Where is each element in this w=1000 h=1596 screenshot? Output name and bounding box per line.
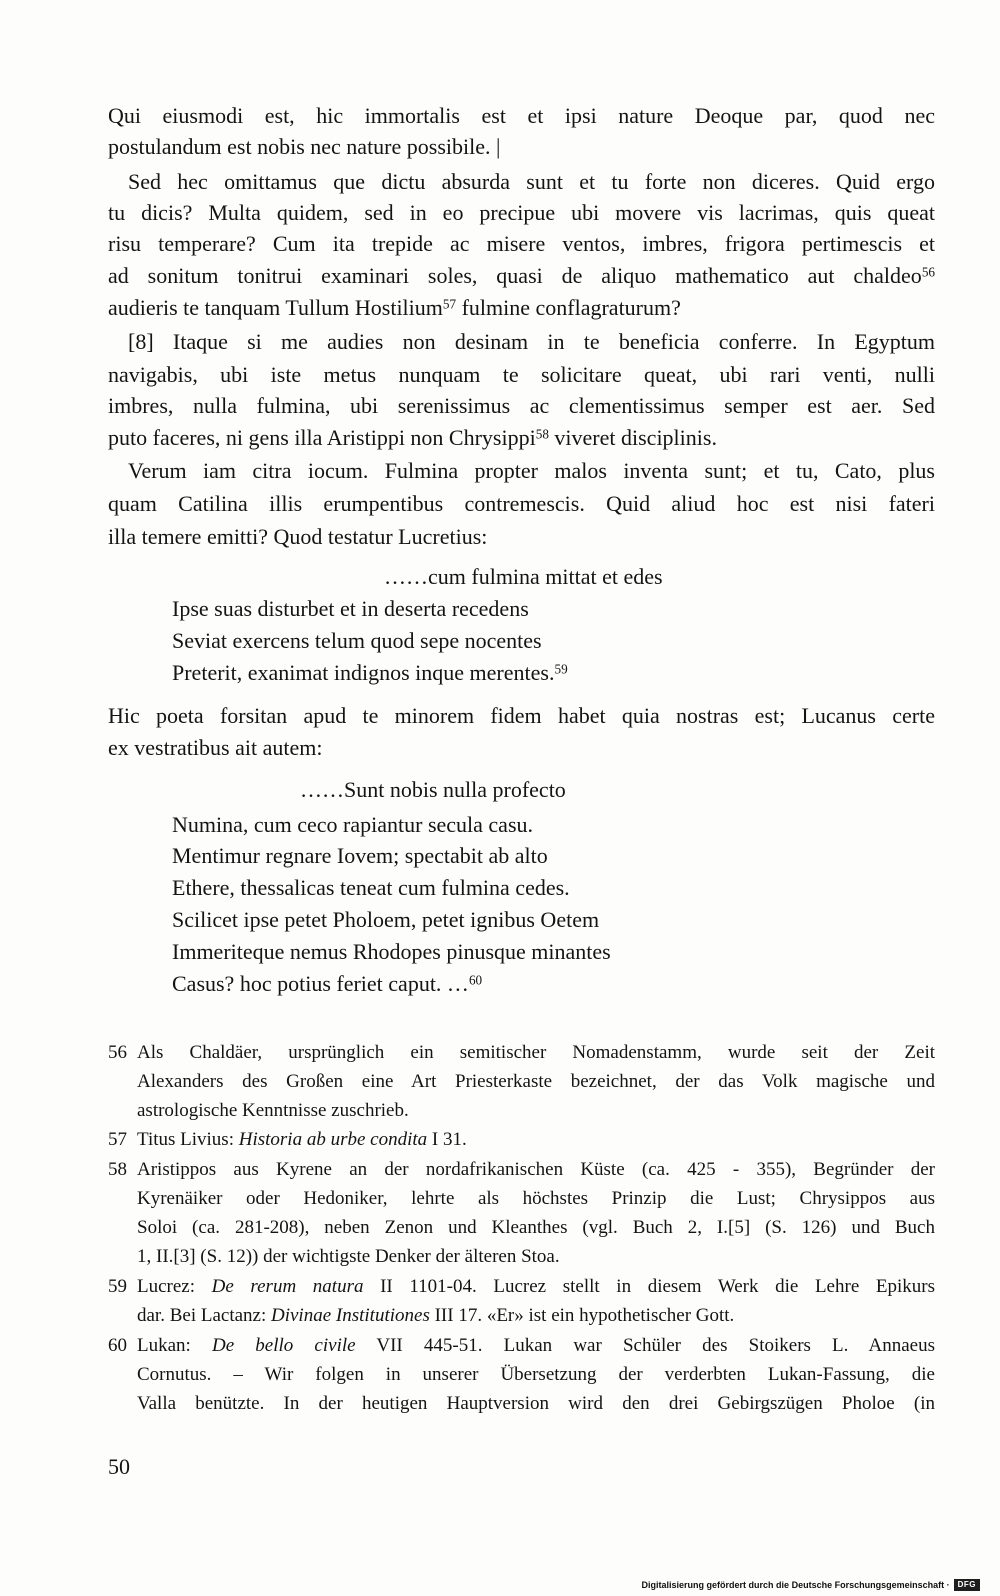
text-line: Qui eiusmodi est, hic immortalis est et ipsi nature Deoque par, quod nec: [108, 103, 935, 128]
text-line: [108, 260, 935, 292]
text-line: Verum iam citra iocum. Fulmina propter malos inventa sunt; et tu, Cato, plus: [128, 458, 935, 483]
text-line: Hic poeta forsitan apud te minorem fidem habet quia nostras est; Lucanus certe: [108, 703, 935, 728]
verse-line: Ethere, thessalicas teneat cum fulmina cedes.: [172, 875, 570, 900]
text-line: Sed hec omittamus que dictu absurda sunt et tu forte non diceres. Quid ergo: [128, 169, 935, 194]
line-text: Titus Livius:: [137, 1129, 239, 1150]
footnote-line: astrologische Kenntnisse zuschrieb.: [137, 1100, 409, 1121]
line-text: dar. Bei Lactanz:: [137, 1305, 271, 1326]
line-text: viveret disciplinis.: [548, 425, 717, 450]
verse-line: Seviat exercens telum quod sepe nocentes: [172, 628, 542, 653]
text-line: illa temere emitti? Quod testatur Lucretius:: [108, 524, 488, 549]
footnote-line: Kyrenäiker oder Hedoniker, lehrte als höchstes Prinzip die Lust; Chrysippos aus: [137, 1188, 935, 1209]
work-title: De bello civile: [211, 1335, 356, 1356]
line-text: I 31.: [427, 1129, 467, 1150]
text-line: [108, 422, 935, 454]
footnote-number: 56: [108, 1042, 127, 1063]
line-text: VII 445-51. Lukan war Schüler des Stoikers L. Annaeus: [355, 1335, 936, 1356]
line-text: Preterit, exanimat indignos inque merentes.: [172, 660, 555, 685]
text-line: imbres, nulla fulmina, ubi serenissimus ac clementissimus semper est aer. Sed: [108, 393, 935, 418]
line-text: puto faceres, ni gens illa Aristippi non Chrysippi: [108, 425, 536, 450]
verse-line: ……Sunt nobis nulla profecto: [300, 777, 566, 802]
verse-line: Mentimur regnare Iovem; spectabit ab alto: [172, 843, 548, 868]
verse-line: [172, 968, 892, 1000]
footnote-line: Als Chaldäer, ursprünglich ein semitischer Nomadenstamm, wurde seit der Zeit: [137, 1042, 935, 1063]
verse-line: Immeriteque nemus Rhodopes pinusque minantes: [172, 939, 611, 964]
dfg-logo: DFG: [954, 1579, 980, 1591]
work-title: Divinae Institutiones: [271, 1305, 430, 1326]
verse-line: ……cum fulmina mittat et edes: [384, 564, 663, 589]
footnote-number: 60: [108, 1335, 127, 1356]
line-text: II 1101-04. Lucrez stellt in diesem Werk die Lehre Epikurs: [363, 1276, 935, 1297]
footnote-line: [137, 1301, 935, 1331]
footnote-line: [137, 1331, 935, 1361]
line-text: III 17. «Er» ist ein hypothetischer Gott.: [429, 1305, 735, 1326]
work-title: De rerum natura: [211, 1276, 364, 1297]
verse-line: Ipse suas disturbet et in deserta recedens: [172, 596, 529, 621]
footnote-line: [137, 1125, 935, 1155]
line-text: Lucrez:: [137, 1276, 212, 1297]
footnote-line: Cornutus. – Wir folgen in unserer Übersetzung der verderbten Lukan-Fassung, die: [137, 1364, 935, 1385]
footnote-reference: 56: [921, 264, 935, 280]
text-line: risu temperare? Cum ita trepide ac misere ventos, imbres, frigora pertimescis et: [108, 231, 935, 256]
text-line: tu dicis? Multa quidem, sed in eo precipue ubi movere vis lacrimas, quis queat: [108, 200, 935, 225]
text-line: navigabis, ubi iste metus nunquam te solicitare queat, ubi rari venti, nulli: [108, 362, 935, 387]
footnote-number: 58: [108, 1159, 127, 1180]
footnote-reference: 58: [535, 426, 549, 442]
line-text: Casus? hoc potius feriet caput. …: [172, 971, 469, 996]
verse-line: Scilicet ipse petet Pholoem, petet ignibus Oetem: [172, 907, 600, 932]
verse-line: Numina, cum ceco rapiantur secula casu.: [172, 812, 534, 837]
text-line: [8] Itaque si me audies non desinam in te beneficia conferre. In Egyptum: [128, 329, 935, 354]
footnote-line: [137, 1272, 935, 1302]
text-line: postulandum est nobis nec nature possibile. |: [108, 134, 501, 159]
footnote-line: Soloi (ca. 281-208), neben Zenon und Kleanthes (vgl. Buch 2, I.[5] (S. 126) und Buch: [137, 1217, 935, 1238]
line-text: fulmine conflagraturum?: [456, 295, 681, 320]
footnote-line: Aristippos aus Kyrene an der nordafrikanischen Küste (ca. 425 - 355), Begründer der: [137, 1159, 935, 1180]
line-text: Lukan:: [137, 1335, 212, 1356]
footnote-reference: 59: [554, 661, 568, 677]
footnote-number: 57: [108, 1129, 127, 1150]
work-title: Historia ab urbe condita: [238, 1129, 428, 1150]
text-line: [108, 292, 935, 324]
text-line: quam Catilina illis erumpentibus contremescis. Quid aliud hoc est nisi fateri: [108, 491, 935, 516]
footnote-reference: 57: [442, 296, 457, 312]
footnote-line: 1, II.[3] (S. 12)) der wichtigste Denker der älteren Stoa.: [137, 1246, 560, 1267]
page-number: 50: [108, 1454, 130, 1479]
credit-text: Digitalisierung gefördert durch die Deutsche Forschungsgemeinschaft ·: [641, 1580, 950, 1590]
verse-line: [172, 657, 892, 689]
text-line: ex vestratibus ait autem:: [108, 735, 323, 760]
line-text: audieris te tanquam Tullum Hostilium: [108, 295, 443, 320]
footnote-reference: 60: [468, 972, 483, 988]
digitization-credit: [642, 1579, 980, 1591]
footnote-line: Alexanders des Großen eine Art Priesterkaste bezeichnet, der das Volk magische und: [137, 1071, 935, 1092]
footnote-line: Valla benützte. In der heutigen Hauptversion wird den drei Gebirgszügen Pholoe (in: [137, 1393, 935, 1414]
footnote-number: 59: [108, 1276, 127, 1297]
line-text: ad sonitum tonitrui examinari soles, quasi de aliquo mathematico aut chaldeo: [108, 263, 922, 288]
